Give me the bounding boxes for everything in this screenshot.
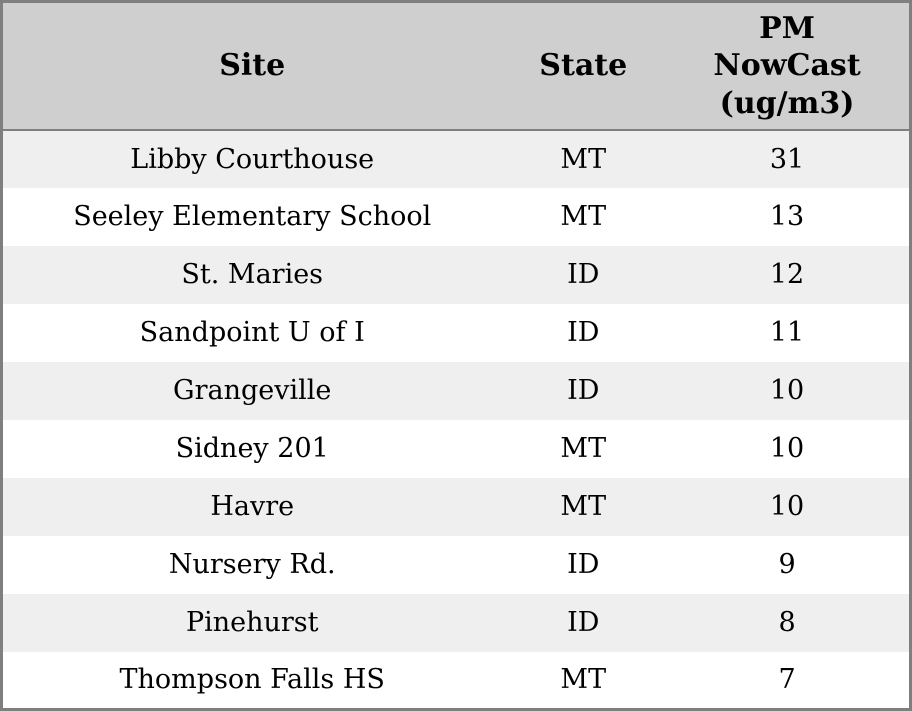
table-row [2, 420, 911, 478]
site-cell: St. Maries [2, 246, 502, 304]
column-header-pm-nowcast-label: PM NowCast (ug/m3) [713, 10, 861, 121]
state-cell: MT [501, 420, 665, 478]
state-cell: ID [501, 246, 665, 304]
state-cell: MT [501, 130, 665, 188]
site-cell: Sandpoint U of I [2, 304, 502, 362]
state-cell: MT [501, 652, 665, 710]
column-header-site: Site [2, 2, 502, 130]
header-row [2, 2, 911, 130]
table-row [2, 478, 911, 536]
pm-nowcast-cell: 8 [665, 594, 910, 652]
pm-nowcast-cell: 10 [665, 420, 910, 478]
state-cell: ID [501, 362, 665, 420]
pm-nowcast-cell: 10 [665, 478, 910, 536]
pm-nowcast-cell: 10 [665, 362, 910, 420]
table-row [2, 188, 911, 246]
state-cell: ID [501, 536, 665, 594]
site-cell: Thompson Falls HS [2, 652, 502, 710]
table-row [2, 652, 911, 710]
site-cell: Grangeville [2, 362, 502, 420]
pm-nowcast-cell: 9 [665, 536, 910, 594]
site-cell: Nursery Rd. [2, 536, 502, 594]
pm-nowcast-cell: 12 [665, 246, 910, 304]
column-header-pm-nowcast [665, 2, 910, 130]
state-cell: MT [501, 478, 665, 536]
state-cell: ID [501, 594, 665, 652]
site-cell: Libby Courthouse [2, 130, 502, 188]
table-row [2, 304, 911, 362]
site-cell: Sidney 201 [2, 420, 502, 478]
pm-nowcast-cell: 13 [665, 188, 910, 246]
table-body [2, 130, 911, 710]
pm-nowcast-cell: 31 [665, 130, 910, 188]
table-row [2, 362, 911, 420]
site-cell: Pinehurst [2, 594, 502, 652]
state-cell: ID [501, 304, 665, 362]
pm-nowcast-cell: 11 [665, 304, 910, 362]
state-cell: MT [501, 188, 665, 246]
column-header-state: State [501, 2, 665, 130]
table-row [2, 594, 911, 652]
table-row [2, 246, 911, 304]
table-header [2, 2, 911, 130]
site-cell: Seeley Elementary School [2, 188, 502, 246]
table-row [2, 130, 911, 188]
pm-nowcast-cell: 7 [665, 652, 910, 710]
table-row [2, 536, 911, 594]
site-cell: Havre [2, 478, 502, 536]
